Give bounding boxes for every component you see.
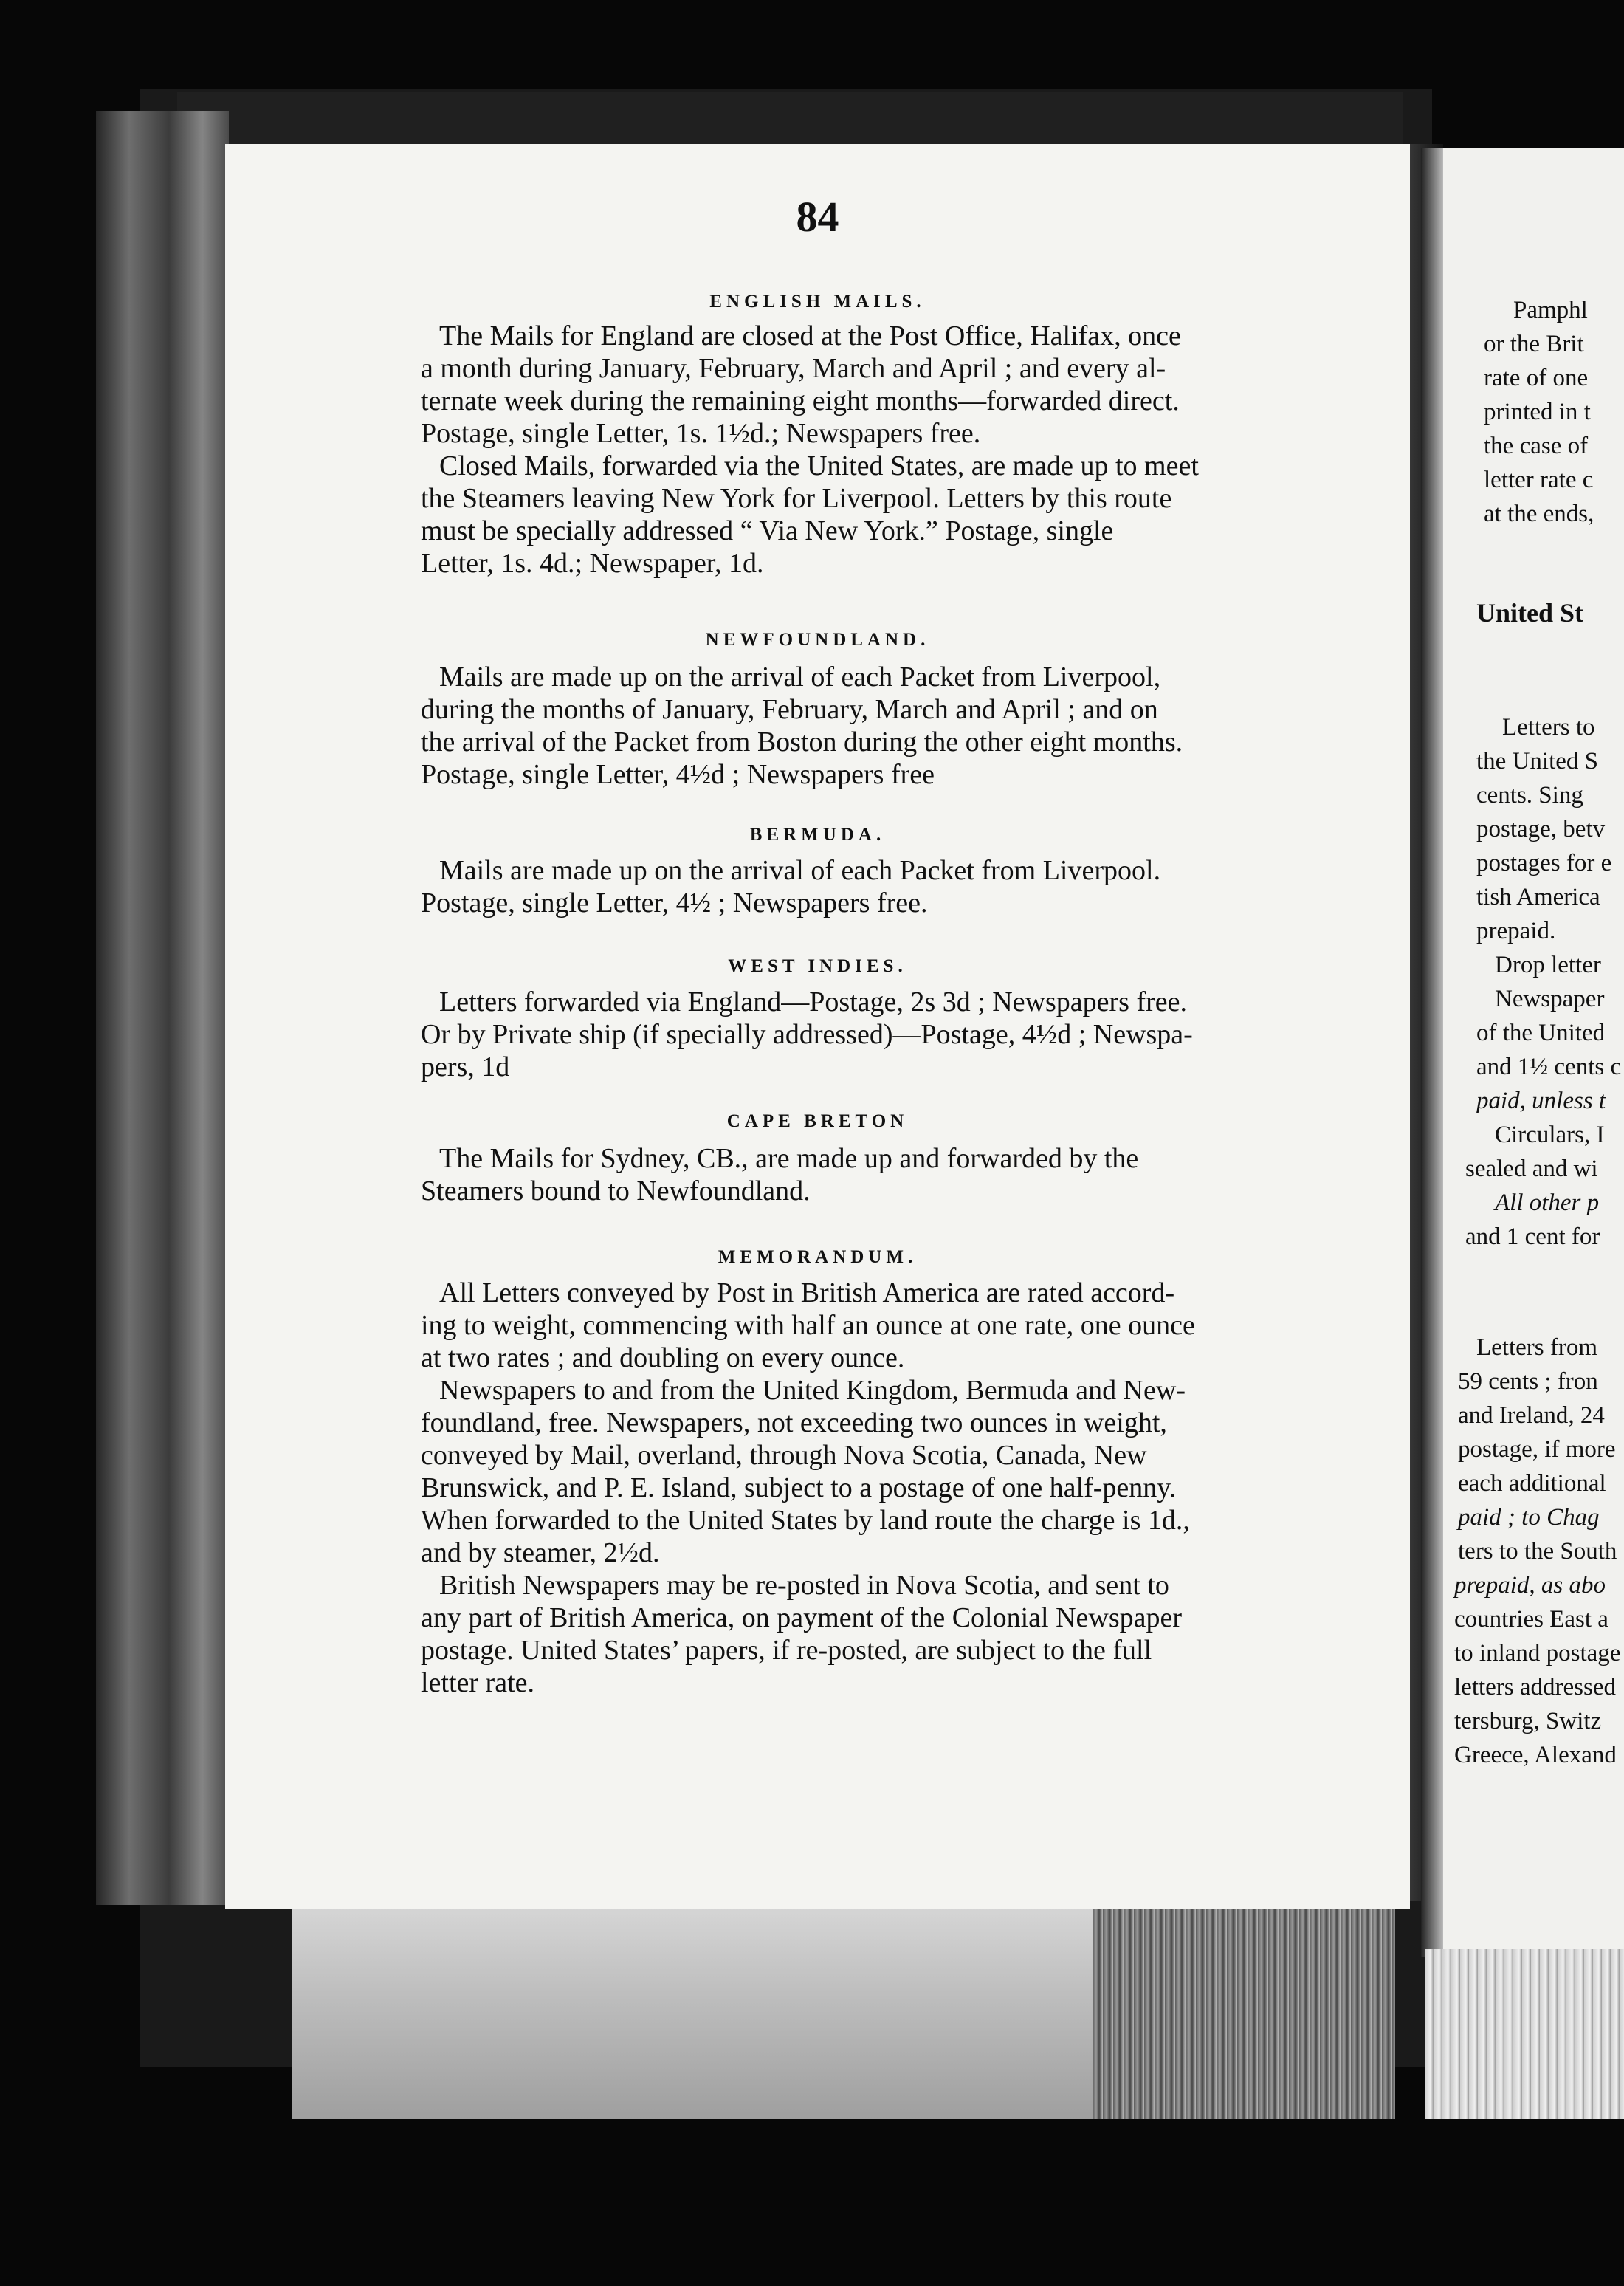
paragraph-cape-breton [421, 1142, 1406, 1207]
text-line: at two rates ; and doubling on every ounce. [421, 1342, 905, 1373]
text-line: pers, 1d [421, 1051, 510, 1082]
facing-line: 59 cents ; fron [1458, 1368, 1598, 1395]
text-line: When forwarded to the United States by land route the charge is 1d., [421, 1505, 1190, 1536]
paragraph-memorandum-2 [421, 1374, 1406, 1569]
text-line: conveyed by Mail, overland, through Nova Scotia, Canada, New [421, 1440, 1147, 1471]
facing-line: All other p [1495, 1190, 1600, 1216]
text-line: ternate week during the remaining eight months—forwarded direct. [421, 385, 1180, 416]
facing-line: prepaid, as abo [1454, 1572, 1606, 1599]
text-line: any part of British America, on payment of the Colonial Newspaper [421, 1602, 1183, 1633]
text-line: British Newspapers may be re-posted in Nova Scotia, and sent to [439, 1570, 1169, 1601]
facing-line: Letters to [1502, 714, 1595, 741]
facing-line: Greece, Alexand [1454, 1742, 1617, 1768]
facing-line: and 1½ cents c [1476, 1054, 1622, 1080]
text-line: Steamers bound to Newfoundland. [421, 1175, 811, 1206]
text-line: a month during January, February, March and April ; and every al- [421, 353, 1166, 384]
text-line: Newspapers to and from the United Kingdom, Bermuda and New- [439, 1375, 1186, 1406]
paragraph-bermuda [421, 854, 1406, 919]
facing-line: at the ends, [1484, 501, 1594, 527]
text-line: postage. United States’ papers, if re-posted, are subject to the full [421, 1635, 1152, 1666]
facing-line: postage, betv [1476, 816, 1606, 842]
paragraph-west-indies [421, 986, 1406, 1083]
facing-line: Drop letter [1495, 952, 1601, 978]
text-line: Letter, 1s. 4d.; Newspaper, 1d. [421, 548, 764, 579]
text-line: The Mails for England are closed at the Post Office, Halifax, once [439, 320, 1181, 351]
facing-heading: United St [1476, 598, 1584, 628]
text-line: Postage, single Letter, 4½ ; Newspapers free. [421, 888, 928, 919]
text-line: letter rate. [421, 1667, 535, 1698]
facing-line: letters addressed [1454, 1674, 1616, 1700]
section-heading-memorandum: MEMORANDUM. [718, 1247, 918, 1267]
section-heading-newfoundland: NEWFOUNDLAND. [705, 630, 930, 650]
text-line: during the months of January, February, March and April ; and on [421, 694, 1158, 725]
text-line: Or by Private ship (if specially addressed)—Postage, 4½d ; Newspa- [421, 1019, 1193, 1050]
facing-line: tersburg, Switz [1454, 1708, 1602, 1734]
text-line: All Letters conveyed by Post in British America are rated accord- [439, 1277, 1175, 1308]
facing-line: each additional [1458, 1470, 1606, 1497]
facing-line: postage, if more [1458, 1436, 1616, 1463]
text-line: The Mails for Sydney, CB., are made up and forwarded by the [439, 1143, 1139, 1174]
book-top-edge [177, 92, 1403, 148]
facing-line: Pamphl [1513, 297, 1588, 323]
facing-line: tish America [1476, 884, 1600, 910]
facing-line: sealed and wi [1465, 1156, 1598, 1182]
facing-line: and Ireland, 24 [1458, 1402, 1605, 1429]
section-heading-west-indies: WEST INDIES. [728, 956, 907, 976]
facing-page-gutter-shadow [1421, 148, 1443, 1957]
text-line: Mails are made up on the arrival of each Packet from Liverpool. [439, 855, 1161, 886]
facing-line: to inland postage [1454, 1640, 1621, 1667]
text-line: the Steamers leaving New York for Liverpool. Letters by this route [421, 483, 1172, 514]
facing-line: printed in t [1484, 399, 1591, 425]
text-line: Brunswick, and P. E. Island, subject to a postage of one half-penny. [421, 1472, 1177, 1503]
text-line: foundland, free. Newspapers, not exceeding two ounces in weight, [421, 1407, 1167, 1438]
left-page [225, 144, 1410, 1909]
section-heading-cape-breton: CAPE BRETON [726, 1111, 909, 1131]
facing-line: Circulars, I [1495, 1122, 1605, 1148]
facing-line: the case of [1484, 433, 1589, 459]
paragraph-memorandum-1 [421, 1277, 1406, 1374]
facing-line: letter rate c [1484, 467, 1594, 493]
text-line: Mails are made up on the arrival of each Packet from Liverpool, [439, 662, 1161, 693]
facing-line: paid ; to Chag [1458, 1504, 1600, 1531]
paragraph-newfoundland [421, 661, 1406, 791]
section-heading-bermuda: BERMUDA. [749, 825, 886, 845]
paragraph-english-mails-1 [421, 320, 1406, 450]
facing-line: prepaid. [1476, 918, 1556, 944]
facing-line: the United S [1476, 748, 1598, 775]
book-bottom-edge-pages [1093, 1898, 1395, 2119]
facing-line: postages for e [1476, 850, 1612, 876]
facing-page-bottom-edge [1425, 1949, 1624, 2119]
facing-line: or the Brit [1484, 331, 1584, 357]
right-facing-page [1425, 148, 1624, 1957]
facing-line: rate of one [1484, 365, 1589, 391]
facing-line: Newspaper [1495, 986, 1605, 1012]
text-line: Closed Mails, forwarded via the United States, are made up to meet [439, 450, 1199, 481]
facing-line: of the United [1476, 1020, 1606, 1046]
facing-line: and 1 cent for [1465, 1223, 1600, 1250]
text-line: Postage, single Letter, 4½d ; Newspapers free [421, 759, 935, 790]
text-line: the arrival of the Packet from Boston during the other eight months. [421, 727, 1183, 758]
text-line: must be specially addressed “ Via New York.” Postage, single [421, 515, 1114, 546]
book-fore-edge [96, 111, 229, 1905]
facing-line: Letters from [1476, 1334, 1598, 1361]
facing-line: paid, unless t [1476, 1088, 1606, 1114]
facing-line: ters to the South [1458, 1538, 1617, 1565]
facing-line: cents. Sing [1476, 782, 1583, 809]
text-line: and by steamer, 2½d. [421, 1537, 660, 1568]
text-line: Postage, single Letter, 1s. 1½d.; Newspapers free. [421, 418, 981, 449]
paragraph-memorandum-3 [421, 1569, 1406, 1699]
section-heading-english-mails: ENGLISH MAILS. [709, 292, 926, 312]
text-line: Letters forwarded via England—Postage, 2s 3d ; Newspapers free. [439, 986, 1188, 1017]
facing-line: countries East a [1454, 1606, 1608, 1633]
text-line: ing to weight, commencing with half an ounce at one rate, one ounce [421, 1310, 1195, 1341]
page-number: 84 [796, 193, 839, 241]
paragraph-english-mails-2 [421, 450, 1406, 580]
